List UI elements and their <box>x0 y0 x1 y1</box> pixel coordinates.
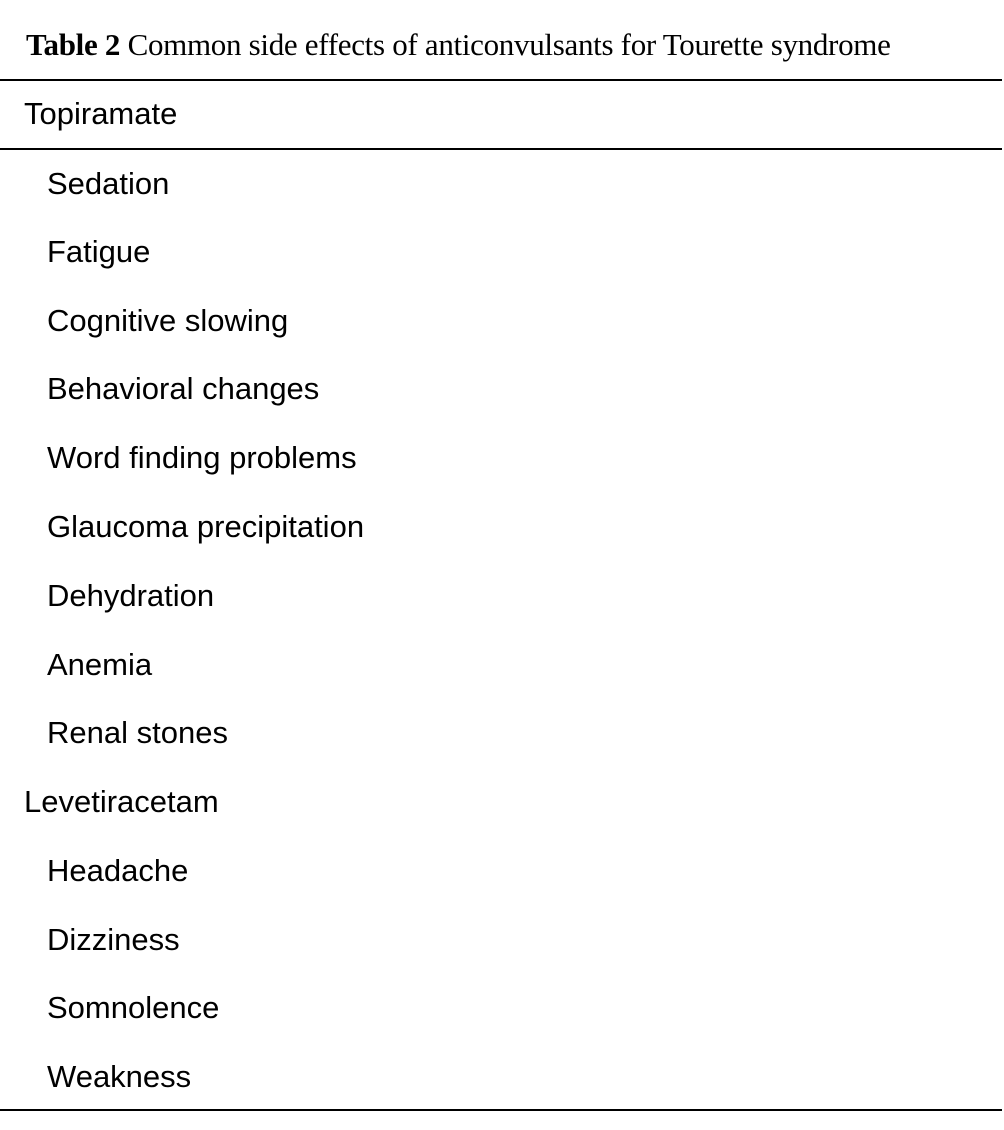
side-effect-row: Sedation <box>47 166 170 201</box>
side-effect-row: Somnolence <box>47 990 220 1025</box>
side-effect-row: Dizziness <box>47 922 180 957</box>
drug-heading-levetiracetam: Levetiracetam <box>24 784 219 819</box>
side-effect-row: Glaucoma precipitation <box>47 509 365 544</box>
side-effect-row: Fatigue <box>47 234 151 269</box>
drug-heading-topiramate: Topiramate <box>24 96 178 131</box>
side-effect-row: Weakness <box>47 1059 192 1094</box>
table-number: Table 2 <box>26 27 121 62</box>
side-effect-row: Renal stones <box>47 715 228 750</box>
side-effect-row: Dehydration <box>47 578 215 613</box>
side-effect-row: Anemia <box>47 647 153 682</box>
side-effect-row: Behavioral changes <box>47 371 320 406</box>
table-title: Common side effects of anticonvulsants for Tourette syndrome <box>127 27 891 62</box>
table-caption <box>26 24 891 66</box>
side-effect-row: Word finding problems <box>47 440 357 475</box>
bottom-rule <box>0 1109 1002 1111</box>
side-effect-row: Cognitive slowing <box>47 303 289 338</box>
side-effect-row: Headache <box>47 853 189 888</box>
